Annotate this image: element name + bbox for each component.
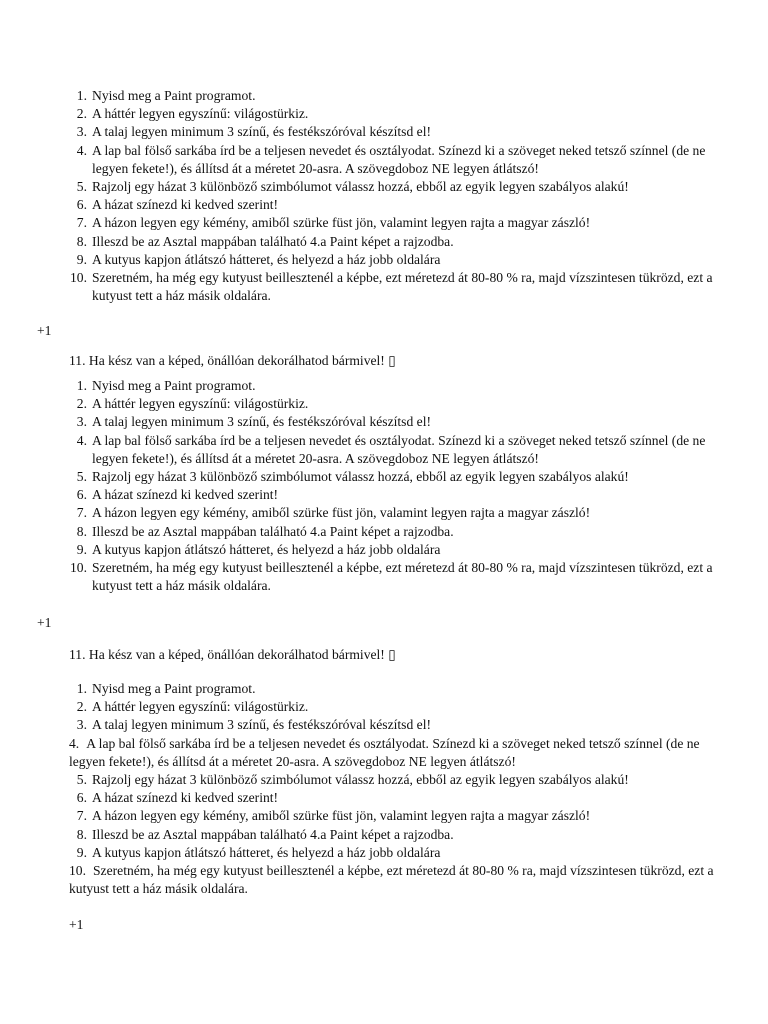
extra-task: 11. Ha kész van a képed, önállóan dekorálhatod bármivel! ▯ — [69, 353, 396, 368]
plus-one-label: +1 — [37, 615, 52, 630]
list-item: 7. A házon legyen egy kémény, amiből szürke füst jön, valamint legyen rajta a magyar zászló! — [76, 808, 591, 824]
list-item: 4. A lap bal fölső sarkába írd be a teljesen nevedet és osztályodat. Színezd ki a szöveget neked tetsző színnel (de ne legyen fekete!), és állítsd át a méretet 20-asra. A szövegdoboz NE legyen átlátszó! — [69, 735, 700, 769]
list-item: 9. A kutyus kapjon átlátszó hátteret, és helyezd a ház jobb oldalára — [76, 844, 441, 860]
list-item: 10. Szeretném, ha még egy kutyust beillesztenél a képbe, ezt méretezd át 80-80 % ra, majd vízszintesen tükrözd, ezt a kutyust tett a ház másik oldalára. — [69, 863, 714, 897]
list-item: 1. Nyisd meg a Paint programot. — [76, 681, 256, 696]
task-list-block-3 — [0, 680, 768, 898]
list-item: 3. A talaj legyen minimum 3 színű, és festékszóróval készítsd el! — [76, 717, 432, 733]
list-item: 10. Szeretném, ha még egy kutyust beillesztenél a képbe, ezt méretezd át 80-80 % ra, majd vízszintesen tükrözd, ezt a kutyust tett a ház másik oldalára. — [70, 270, 713, 304]
list-item: 1. Nyisd meg a Paint programot. — [76, 378, 256, 393]
list-item: 6. A házat színezd ki kedved szerint! — [76, 790, 279, 806]
list-item: 4. A lap bal fölső sarkába írd be a teljesen nevedet és osztályodat. Színezd ki a szöveget neked tetsző színnel (de ne legyen fekete!), és állítsd át a méretet 20-asra. A szövegdoboz NE legyen átlátszó! — [76, 432, 706, 466]
list-item: 8. Illeszd be az Asztal mappában található 4.a Paint képet a rajzodba. — [76, 523, 454, 539]
list-item: 2. A háttér legyen egyszínű: világostürkiz. — [76, 106, 309, 122]
task-list-block-2 — [0, 377, 768, 595]
list-item: 6. A házat színezd ki kedved szerint! — [76, 197, 279, 213]
list-item: 3. A talaj legyen minimum 3 színű, és festékszóróval készítsd el! — [76, 124, 432, 140]
list-item: 7. A házon legyen egy kémény, amiből szürke füst jön, valamint legyen rajta a magyar zászló! — [76, 215, 591, 231]
list-item: 10. Szeretném, ha még egy kutyust beillesztenél a képbe, ezt méretezd át 80-80 % ra, majd vízszintesen tükrözd, ezt a kutyust tett a ház másik oldalára. — [70, 560, 713, 594]
list-item: 4. A lap bal fölső sarkába írd be a teljesen nevedet és osztályodat. Színezd ki a szöveget neked tetsző színnel (de ne legyen fekete!), és állítsd át a méretet 20-asra. A szövegdoboz NE legyen átlátszó! — [76, 142, 706, 176]
list-item: 2. A háttér legyen egyszínű: világostürkiz. — [76, 699, 309, 715]
plus-one-label: +1 — [37, 323, 52, 338]
extra-task: 11. Ha kész van a képed, önállóan dekorálhatod bármivel! ▯ — [69, 647, 396, 662]
list-item: 2. A háttér legyen egyszínű: világostürkiz. — [76, 396, 309, 412]
list-item: 5. Rajzolj egy házat 3 különböző szimbólumot válassz hozzá, ebből az egyik legyen szabályos alakú! — [76, 179, 629, 195]
list-item: 5. Rajzolj egy házat 3 különböző szimbólumot válassz hozzá, ebből az egyik legyen szabályos alakú! — [76, 469, 629, 485]
list-item: 9. A kutyus kapjon átlátszó hátteret, és helyezd a ház jobb oldalára — [76, 541, 441, 557]
list-item: 5. Rajzolj egy házat 3 különböző szimbólumot válassz hozzá, ebből az egyik legyen szabályos alakú! — [76, 772, 629, 788]
list-item: 1. Nyisd meg a Paint programot. — [76, 88, 256, 103]
list-item: 8. Illeszd be az Asztal mappában található 4.a Paint képet a rajzodba. — [76, 233, 454, 249]
task-list-block-1 — [0, 87, 768, 305]
list-item: 6. A házat színezd ki kedved szerint! — [76, 487, 279, 503]
list-item: 7. A házon legyen egy kémény, amiből szürke füst jön, valamint legyen rajta a magyar zászló! — [76, 505, 591, 521]
plus-one-label: +1 — [69, 917, 84, 932]
list-item: 3. A talaj legyen minimum 3 színű, és festékszóróval készítsd el! — [76, 414, 432, 430]
list-item: 8. Illeszd be az Asztal mappában található 4.a Paint képet a rajzodba. — [76, 826, 454, 842]
list-item: 9. A kutyus kapjon átlátszó hátteret, és helyezd a ház jobb oldalára — [76, 251, 441, 267]
